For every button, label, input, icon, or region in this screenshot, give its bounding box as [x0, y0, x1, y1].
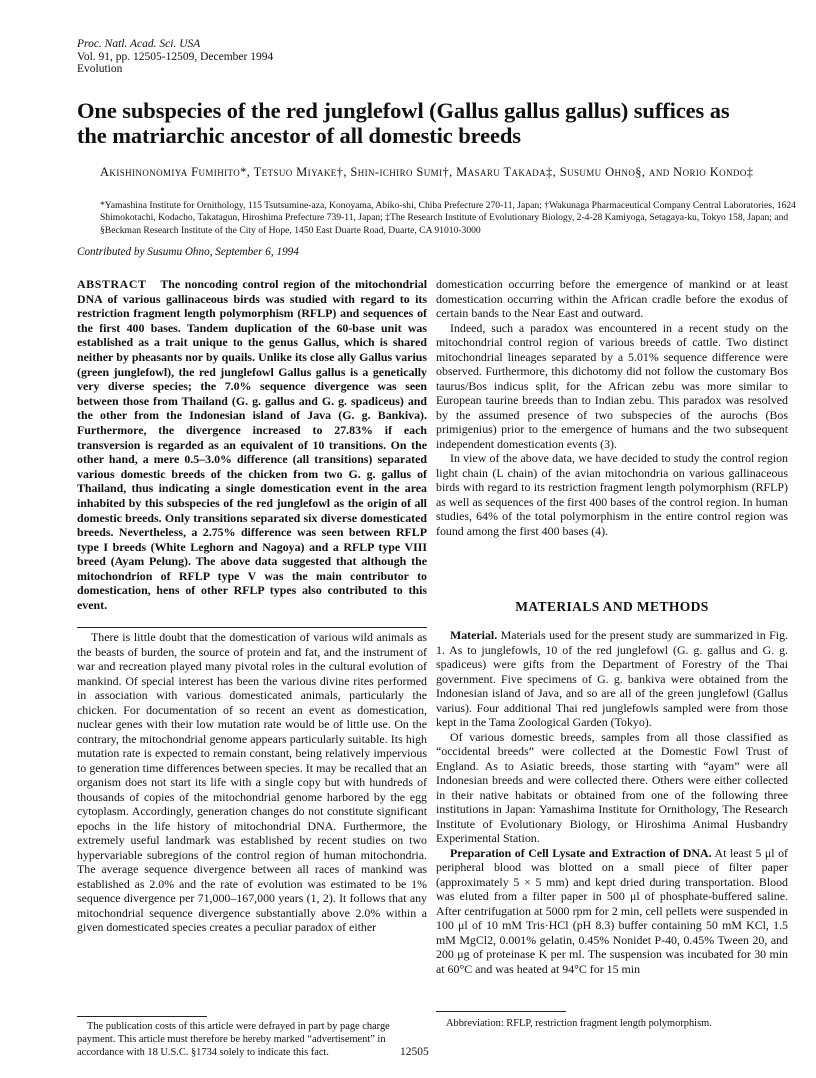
- right-paragraph-2: Indeed, such a paradox was encountered in a recent study on the mitochondrial control region of various breeds of cattle. Two distinct mitochondrial lineages separated by a 5.01% sequence difference were observed. Furthermore, this dichotomy did not follow the customary Bos taurus/Bos indicus split, for the African zebu was more similar to European taurine breeds than to Indian zebu. This paradox was resolved by the assumed presence of two subspecies of the aurochs (Bos primigenius) prior to the emergence of humans and the two subsequent independent domestication events (3).: [436, 320, 788, 451]
- preparation-text: At least 5 μl of peripheral blood was blotted on a small piece of filter paper (approximately 5 × 5 mm) and kept dried during transportation. Blood was eluted from a filter paper in 500 μl of phosphate-buffered saline. After centrifugation at 5000 rpm for 2 min, cell pellets were suspended in 100 μl of 10 mM Tris·HCl (pH 8.3) buffer containing 50 mM KCl, 1.5 mM MgCl2, 0.001% gelatin, 0.45% Nonidet P-40, 0.45% Tween 20, and 200 μg of proteinase K per ml. The suspension was incubated for 30 min at 60°C and was heated at 94°C for 15 min: [436, 845, 788, 976]
- affiliations: *Yamashina Institute for Ornithology, 115 Tsutsumine-aza, Konoyama, Abiko-shi, Chiba Prefecture 270-11, Japan; †Wakunaga Pharmaceutical Company Central Laboratories, 1624 Shimokotachi, Kodacho, Takatagun, Hiroshima Prefecture 739-11, Japan; ‡The Research Institute of Evolutionary Biology, 2-4-28 Kamiyoga, Setagaya-ku, Tokyo 158, Japan; and §Beckman Research Institute of the City of Hope, 1450 East Duarte Road, Duarte, CA 91010-3000: [100, 200, 796, 236]
- journal-name: Proc. Natl. Acad. Sci. USA: [77, 38, 201, 50]
- journal-header: [77, 38, 273, 76]
- methods-body: [436, 628, 788, 976]
- preparation-paragraph: [436, 846, 788, 977]
- intro-paragraph: There is little doubt that the domestication of various wild animals as the beasts of burden, the source of protein and fat, and the instrument of war and recreation played many pivotal roles in the cultural evolution of mankind. Of special interest has been the various divine rites performed in association with various domesticated animals, particularly the chicken. For documentation of so recent an event as domestication, nuclear genes with their low mutation rate would be of little use. On the contrary, the mitochondrial genome appears particularly suitable. Its high mutation rate is expected to remain constant, being relatively impervious to generation time differences between species. It may be recalled that an organism does not start its life with a single copy but with hundreds of thousands of copies of the mitochondrial genome harbored by the egg cytoplasm. Accordingly, generation changes do not constitute significant epochs in the life history of mitochondrial DNA. Furthermore, the extremely useful landmark was established by recent studies on two hypervariable subregions of the control region of human mitochondria. The average sequence divergence between all races of mankind was established as 2.0% and the rate of evolution was estimated to be 1% sequence divergence per 71,000–167,000 years (1, 2). It follows that any mitochondrial sequence divergence substantially above 2.0% within a given domesticated species creates a peculiar paradox of either: [77, 630, 427, 934]
- abbreviation-divider: [436, 1011, 566, 1012]
- page-number: 12505: [400, 1046, 429, 1058]
- material-text: Materials used for the present study are summarized in Fig. 1. As to junglefowls, 10 of the red junglefowl (G. g. gallus and G. g. spadiceus) were gifts from the Department of Forestry of the Thai government. Five specimens of G. g. bankiva were obtained from the Indonesian island of Java, and so are all of the green junglefowl (Gallus varius). Four additional Thai red junglefowls sampled were from those kept in the Tama Zoological Garden (Tokyo).: [436, 628, 788, 729]
- abstract: [77, 277, 427, 613]
- right-column-intro: [436, 277, 788, 538]
- footnote-divider: [77, 1016, 207, 1017]
- article-title: One subspecies of the red junglefowl (Gallus gallus gallus) suffices as the matriarchic ancestor of all domestic breeds: [77, 98, 730, 148]
- volume-line: Vol. 91, pp. 12505-12509, December 1994: [77, 50, 274, 63]
- introduction: [77, 630, 427, 935]
- author-list: Akishinonomiya Fumihito*, Tetsuo Miyake†, Shin-ichiro Sumi†, Masaru Takada‡, Susumu Ohno§, and Norio Kondo‡: [100, 165, 754, 179]
- samples-paragraph: Of various domestic breeds, samples from all those classified as “occidental breeds” were collected at the Domestic Fowl Trust of England. As to Asiatic breeds, those starting with “ayam” were all Indonesian breeds and were collected there. Others were either collected in their native habitats or obtained from one of the following three institutions in Japan: Yamashima Institute for Ornithology, The Research Institute of Evolutionary Biology, or Hiroshima Animal Husbandry Experimental Station.: [436, 729, 788, 845]
- abstract-divider: [77, 627, 427, 628]
- material-heading: Material.: [450, 628, 498, 642]
- right-paragraph-3: In view of the above data, we have decided to study the control region light chain (L chain) of the avian mitochondria on various gallinaceous birds with regard to its restriction fragment length polymorphism (RFLP) as well as sequences of the first 400 bases of the control region. In human studies, 64% of the total polymorphism in the entire control region was found among the first 400 bases (4).: [436, 451, 788, 538]
- publication-costs-footnote: The publication costs of this article were defrayed in part by page charge payment. This article must therefore be hereby marked “advertisement” in accordance with 18 U.S.C. §1734 solely to indicate this fact.: [77, 1021, 390, 1058]
- preparation-heading: Preparation of Cell Lysate and Extraction of DNA.: [450, 845, 712, 860]
- material-paragraph: [436, 628, 788, 730]
- abstract-label: ABSTRACT: [77, 277, 147, 291]
- abbreviation-footnote: Abbreviation: RFLP, restriction fragment length polymorphism.: [446, 1018, 712, 1029]
- section-label: Evolution: [77, 63, 123, 75]
- right-paragraph-1: domestication occurring before the emergence of mankind or at least domestication occurring within the African cradle before the exodus of certain bands to the Near East and outward.: [436, 277, 788, 320]
- section-heading: MATERIALS AND METHODS: [515, 599, 709, 614]
- abstract-text: The noncoding control region of the mitochondrial DNA of various gallinaceous birds was studied with regard to its restriction fragment length polymorphism (RFLP) and sequences of the first 400 bases. Tandem duplication of the 60-base unit was established as a trait unique to the genus Gallus, which is shared neither by pheasants nor by quails. Unlike its close ally Gallus varius (green junglefowl), the red junglefowl Gallus gallus is a genetically very diverse species; the 7.0% sequence divergence was seen between those from Thailand (G. g. gallus and G. g. spadiceus) and the other from the Indonesian island of Java (G. g. Bankiva). Furthermore, the divergence increased to 27.83% if each transversion is regarded as an equivalent of 10 transitions. On the other hand, a mere 0.5–3.0% difference (all transitions) separated various domestic breeds of the chicken from two G. g. gallus of Thailand, thus indicating a single domestication event in the area inhabited by this subspecies of the red junglefowl as the origin of all domestic breeds. Only transitions separated six diverse domesticated breeds. Nevertheless, a 2.75% difference was seen between RFLP type I breeds (White Leghorn and Nagoya) and a RFLP type VIII breed (Ayam Pelung). The above data suggested that although the mitochondrion of RFLP type V was the main contributor to domestication, hens of other RFLP types also contributed to this event.: [77, 277, 427, 613]
- contributed-by: Contributed by Susumu Ohno, September 6, 1994: [77, 246, 299, 258]
